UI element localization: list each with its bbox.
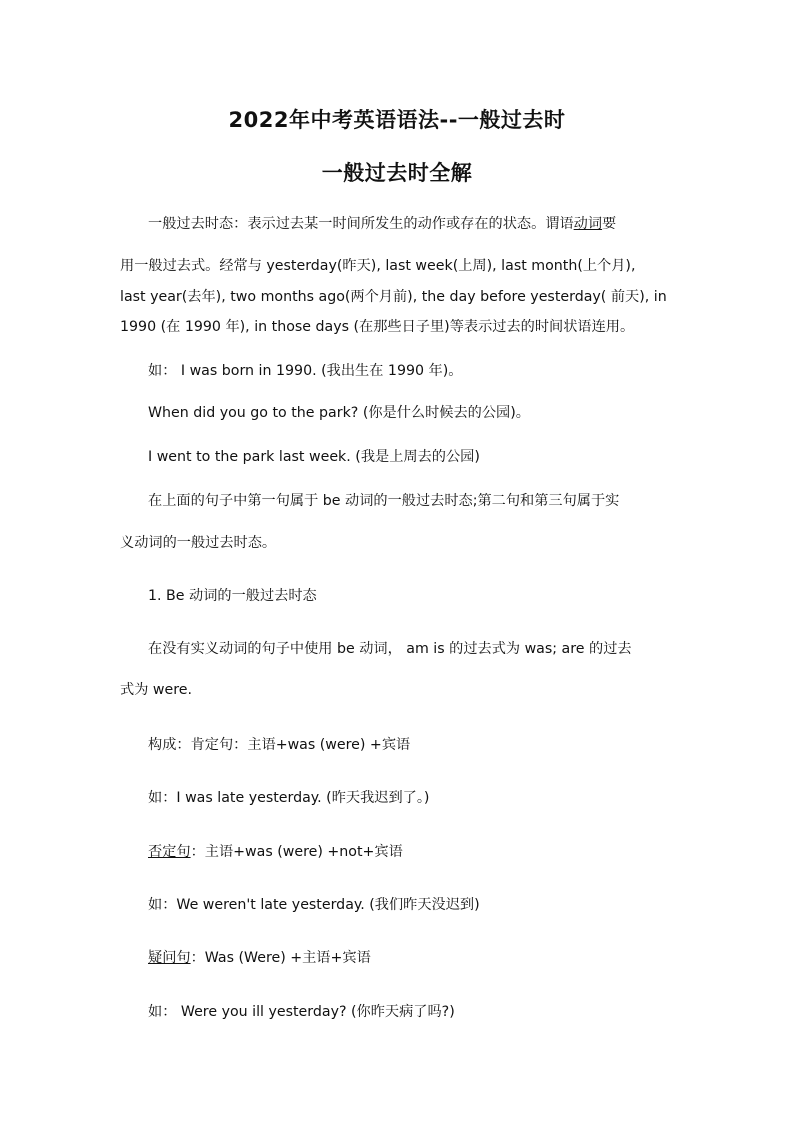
intro-line-4: 1990 (在 1990 年), in those days (在那些日子里)等表示过去的时间状语连用。 (120, 319, 635, 335)
form-question: 疑问句：Was (Were) +主语+宾语 (148, 950, 371, 966)
example-sentence-3: I went to the park last week. (我是上周去的公园) (148, 449, 480, 465)
underlined-term: 动词 (573, 216, 603, 232)
intro-line-1: 一般过去时态：表示过去某一时间所发生的动作或存在的状态。谓语动词要 (148, 216, 617, 232)
form-negative: 否定句：主语+was (were) +not+宾语 (148, 844, 403, 860)
section-desc-line-2: 式为 were. (120, 682, 192, 698)
example-negative: 如：We weren't late yesterday. (我们昨天没迟到) (148, 897, 480, 913)
section-heading: 1. Be 动词的一般过去时态 (148, 588, 317, 604)
document-title: 2022年中考英语语法--一般过去时 (228, 108, 566, 132)
note-line-2: 义动词的一般过去时态。 (120, 535, 277, 551)
form-positive: 构成：肯定句：主语+was (were) +宾语 (148, 737, 411, 753)
example-sentence-2: When did you go to the park? (你是什么时候去的公园)。 (148, 405, 530, 421)
example-sentence-1: 如： I was born in 1990. (我出生在 1990 年)。 (148, 363, 463, 379)
document-subtitle: 一般过去时全解 (321, 161, 473, 185)
question-label: 疑问句 (148, 950, 191, 966)
negative-label: 否定句 (148, 844, 191, 860)
intro-line-3: last year(去年), two months ago(两个月前), the day before yesterday( 前天), in (120, 289, 667, 305)
intro-line-2: 用一般过去式。经常与 yesterday(昨天), last week(上周), last month(上个月), (120, 258, 636, 274)
note-line-1: 在上面的句子中第一句属于 be 动词的一般过去时态;第二句和第三句属于实 (148, 493, 620, 509)
example-question: 如： Were you ill yesterday? (你昨天病了吗?) (148, 1004, 455, 1020)
section-desc-line-1: 在没有实义动词的句子中使用 be 动词， am is 的过去式为 was; are 的过去 (148, 641, 632, 657)
example-positive: 如：I was late yesterday. (昨天我迟到了。) (148, 790, 430, 806)
